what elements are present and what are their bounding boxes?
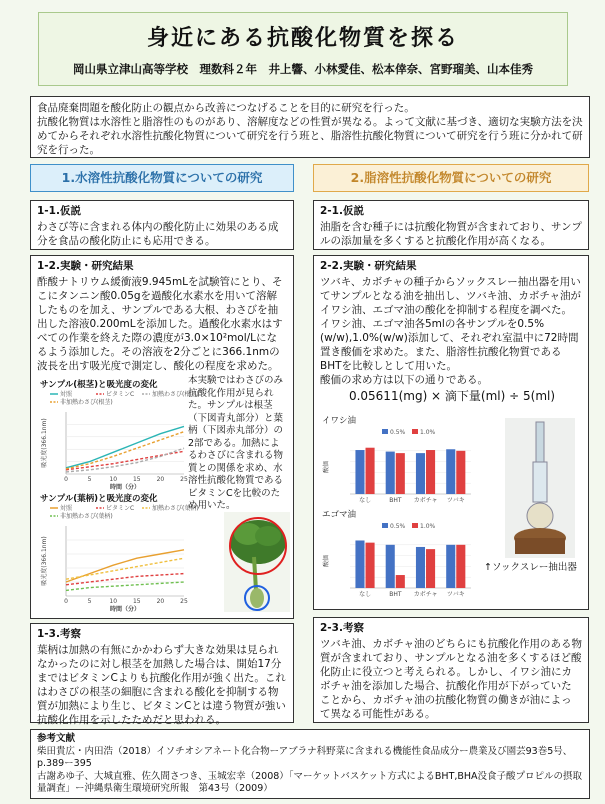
x-axis-label: 時間（分） [109, 606, 141, 613]
intro-line-2: 抗酸化物質は水溶性と脂溶性のものがあり、溶解度などの性質が異なる。よって文献に基づき、適切な実験方法を決めてからそれぞれ水溶性抗酸化物質について研究を行う班と、脂溶性抗酸化物質について研究を行う班に分かれて研究を行った。 [37, 116, 583, 156]
bar [355, 450, 364, 494]
bar [396, 575, 405, 588]
box-2-3 [313, 617, 589, 723]
references-box [30, 729, 590, 799]
legend-label: ビタミンC [106, 505, 135, 512]
x-tick-label: 5 [87, 598, 92, 605]
title-box [38, 12, 568, 86]
legend-swatch [412, 429, 418, 434]
chart-root-svg [40, 390, 199, 491]
legend-label: 対照 [60, 391, 73, 398]
wasabi-note: 本実験ではわさびのみ抗酸化作用が見られた。サンプルは根茎（下図青丸部分）と葉柄（下図赤丸部分）の2部である。加熱によるわさびに含まれる物質との関係を求め、水溶性抗酸化物質であるビタミンCを比較のため用いた。 [188, 375, 284, 511]
y-axis-label: 酸価 [323, 554, 330, 568]
legend-label: 0.5% [390, 523, 406, 530]
reference-2: 古謝あゆ子、大城直雅、佐久間さつき、玉城宏幸（2008）「マーケットバスケット方式によるBHT,BHA没食子酸プロピルの摂取量調査」ー沖縄県衛生環境研究所報 第43号（2009） [37, 770, 583, 794]
authors: 岡山県立津山高等学校 理数科２年 井上響、小林愛佳、松本倖奈、宮野瑠美、山本佳秀 [73, 62, 533, 76]
bar [446, 449, 455, 494]
body-2-2: ツバキ、カボチャの種子からソックスレー抽出器を用いてサンプルとなる油を抽出し、ツバキ油、カボチャ油がイワシ油、エゴマ油の酸化を抑制する程度を調べた。イワシ油、エゴマ油各5mlの各サンプルを0.5%(w/w),1.0%(w/w)添加して、それぞれ室温中に72時間置き酸価を求めた。また、脂溶性抗酸化物質であるBHTを比較しとして用いた。 [320, 276, 582, 372]
y-axis-label: 吸光度(366.1nm) [41, 536, 48, 586]
chart-petiole-title: サンプル(葉柄)と吸光度の変化 [40, 494, 158, 504]
title-1-1: 1-1.仮説 [37, 205, 81, 217]
x-tick-label: 20 [156, 598, 165, 605]
x-tick-label: なし [359, 591, 372, 598]
body-2-1: 油脂を含む種子には抗酸化物質が含まれており、サンプルの添加量を多くすると抗酸化作用が高くなる。 [320, 221, 582, 247]
bar [426, 549, 435, 588]
x-tick-label: 15 [132, 598, 141, 605]
x-tick-label: BHT [389, 591, 402, 598]
bar [396, 453, 405, 494]
chart-petiole [40, 492, 199, 613]
x-tick-label: 25 [180, 598, 188, 605]
chart-sardine [322, 414, 477, 506]
legend-swatch [382, 523, 388, 528]
flask [527, 503, 553, 529]
body-1-2: 酢酸ナトリウム緩衝液9.945mLを試験管にとり、そこにタンニン酸0.05gを過酸化水素水を用いて溶解したものを加え、サンプルである大根、わさびを抽出した溶液0.200mLを添加した。過酸化水素水はすべての作業を終えた際の濃度が3.0×10²mol/Lになるよう添加した。その溶液を2分ごとに366.1nmの波長を出す吸光度で測定し、酸化の程度を求めた。 [37, 276, 283, 372]
legend-label: 非加熱わさび(葉柄) [60, 513, 113, 520]
x-tick-label: 10 [109, 598, 118, 605]
chart-perilla-title: エゴマ油 [322, 510, 357, 520]
legend-label: 非加熱わさび(根茎) [60, 399, 113, 406]
extraction-chamber [533, 462, 547, 502]
chart-root [40, 378, 199, 491]
x-tick-label: 15 [132, 476, 141, 483]
body-2-3: ツバキ油、カボチャ油のどちらにも抗酸化作用のある物質が含まれており、サンプルとなる油を多くするほど酸化防止に役立つと考えられる。しかし、イワシ油にカボチャ油を添加した場合、抗酸化作用が下がっていたことから、カボチャ油の抗酸化物質の働きが油によって異なる可能性がある。 [320, 638, 582, 720]
box-2-1 [313, 200, 589, 250]
chart-root-title: サンプル(根茎)と吸光度の変化 [40, 380, 158, 390]
legend-label: 対照 [60, 505, 73, 512]
body-2-2b: 酸価の求め方は以下の通りである。 [320, 374, 488, 386]
x-tick-label: 20 [156, 476, 165, 483]
x-tick-label: ツバキ [446, 591, 465, 598]
legend-label: 1.0% [420, 429, 436, 436]
x-tick-label: 10 [109, 476, 118, 483]
y-axis-label: 吸光度(366.1nm) [41, 418, 48, 468]
acid-value-formula: 0.05611(mg) × 滴下量(ml) ÷ 5(ml) [348, 389, 556, 403]
legend-label: 0.5% [390, 429, 406, 436]
legend-swatch [382, 429, 388, 434]
body-1-3: 葉柄は加熱の有無にかかわらず大きな効果は見られなかったのに対し根茎を加熱した場合は、開始17分まではビタミンCよりも抗酸化作用が強く出た。これはわさびの根茎の細胞に含まれる酸化を抑制する物質が加熱により生じ、ビタミンCとは違う物質が強い抗酸化作用を示したためだと思われる。 [37, 644, 286, 726]
bar [355, 540, 364, 588]
section-1-header: 1.水溶性抗酸化物質についての研究 [30, 164, 294, 192]
title-2-2: 2-2.実験・研究結果 [320, 260, 417, 272]
chart-petiole-svg [40, 504, 199, 613]
chart-perilla [322, 508, 477, 600]
legend-label: 加熱わさび(根茎) [152, 391, 199, 398]
chart-sardine-svg [322, 426, 477, 506]
title-1-3: 1-3.考察 [37, 628, 81, 640]
legend-swatch [412, 523, 418, 528]
x-tick-label: BHT [389, 497, 402, 504]
legend-label: 1.0% [420, 523, 436, 530]
bar [366, 448, 375, 494]
wasabi-root [250, 588, 264, 608]
y-axis-label: 酸価 [323, 460, 330, 474]
x-tick-label: 0 [64, 598, 68, 605]
intro-line-1: 食品廃棄問題を酸化防止の観点から改善につなげることを目的に研究を行った。 [37, 102, 415, 114]
x-tick-label: ツバキ [446, 497, 465, 504]
box-1-1 [30, 200, 294, 250]
title-2-3: 2-3.考察 [320, 622, 364, 634]
x-tick-label: なし [359, 497, 372, 504]
x-tick-label: カボチャ [413, 591, 438, 598]
bar [416, 547, 425, 588]
title-1-2: 1-2.実験・研究結果 [37, 260, 134, 272]
x-tick-label: 5 [87, 476, 92, 483]
heater-base [515, 538, 565, 554]
bar [446, 545, 455, 588]
extractor-label: ↑ソックスレー抽出器 [484, 562, 577, 573]
legend-label: ビタミンC [106, 391, 135, 398]
soxhlet-extractor-photo [505, 418, 575, 558]
chart-sardine-title: イワシ油 [322, 416, 357, 426]
bar [456, 451, 465, 494]
bar [416, 453, 425, 494]
x-axis-label: 時間（分） [109, 484, 141, 491]
section-2-header: 2.脂溶性抗酸化物質についての研究 [313, 164, 589, 192]
references-title: 参考文献 [37, 733, 76, 744]
chart-perilla-svg [322, 520, 477, 600]
bar [386, 452, 395, 494]
condenser [536, 422, 544, 462]
legend-label: 加熱わさび(葉柄) [152, 505, 199, 512]
box-1-3 [30, 623, 294, 726]
wasabi-photo [224, 512, 290, 612]
series-line [66, 550, 184, 582]
title-2-1: 2-1.仮説 [320, 205, 364, 217]
bar [366, 543, 375, 588]
x-tick-label: カボチャ [413, 497, 438, 504]
bar [426, 450, 435, 494]
x-tick-label: 0 [64, 476, 68, 483]
bar [456, 545, 465, 588]
body-1-1: わさび等に含まれる体内の酸化防止に効果のある成分を食品の酸化防止にも応用できる。 [37, 221, 279, 247]
x-tick-label: 25 [180, 476, 188, 483]
poster-title: 身近にある抗酸化物質を探る [146, 26, 459, 51]
bar [386, 545, 395, 588]
intro-box [30, 96, 590, 158]
wasabi-leaf-b [255, 526, 281, 546]
reference-1: 柴田貴広・内田浩（2018）イソチオシアネート化合物ーアブラナ科野菜に含まれる機能性食品成分ー農業及び園芸93巻5号、p.389ー395 [37, 745, 573, 769]
